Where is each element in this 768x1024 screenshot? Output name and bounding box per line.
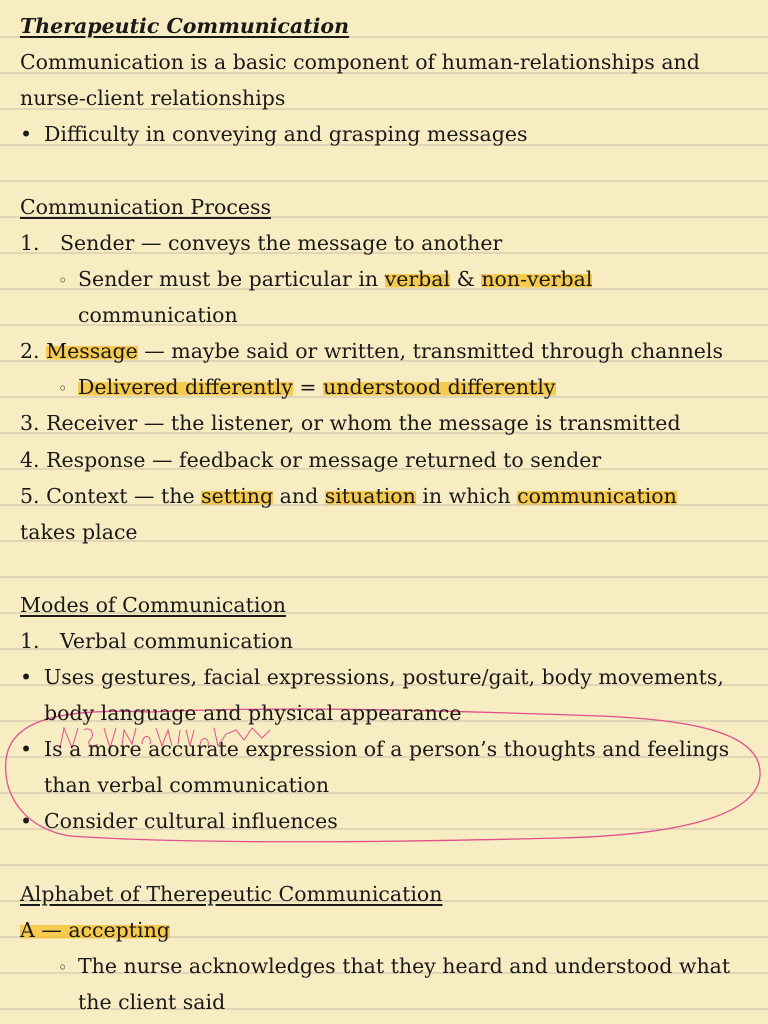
process-message-sub: ◦ Delivered differently = understood differently xyxy=(58,375,556,399)
process-context: 5. Context — the setting and situation in which communication xyxy=(20,484,677,508)
highlight-accepting: A — accepting xyxy=(20,918,170,942)
modes-heading: Modes of Communication xyxy=(20,593,286,617)
alphabet-a-sub: ◦ The nurse acknowledges that they heard and understood what xyxy=(58,954,731,978)
highlight-setting: setting xyxy=(201,484,274,508)
highlight-message: Message xyxy=(46,339,138,363)
modes-bullet-2-cont: than verbal communication xyxy=(44,773,330,797)
process-sender: 1. Sender — conveys the message to another xyxy=(20,231,503,255)
highlight-delivered: Delivered differently xyxy=(78,375,293,399)
intro-line-2: nurse-client relationships xyxy=(20,86,286,110)
process-sender-sub-cont: communication xyxy=(78,303,238,327)
modes-bullet-3: • Consider cultural influences xyxy=(20,809,338,833)
modes-item-1: 1. Verbal communication xyxy=(20,629,293,653)
highlight-situation: situation xyxy=(324,484,416,508)
process-heading: Communication Process xyxy=(20,195,272,219)
intro-bullet: • Difficulty in conveying and grasping messages xyxy=(0,116,768,152)
highlight-understood: understood differently xyxy=(323,375,556,399)
highlight-verbal: verbal xyxy=(384,267,451,291)
modes-bullet-1-cont: body language and physical appearance xyxy=(44,701,462,725)
process-sender-sub: ◦ Sender must be particular in verbal & non-verbal xyxy=(58,267,593,291)
alphabet-a xyxy=(0,912,768,948)
process-context-cont: takes place xyxy=(20,520,138,544)
modes-bullet-2: • Is a more accurate expression of a person’s thoughts and feelings xyxy=(20,737,730,761)
highlight-non-verbal: non-verbal xyxy=(481,267,593,291)
alphabet-a-sub-cont: the client said xyxy=(78,990,226,1014)
intro-line-1: Communication is a basic component of human-relationships and xyxy=(20,50,700,74)
process-response: 4. Response — feedback or message returned to sender xyxy=(20,448,602,472)
modes-bullet-1: • Uses gestures, facial expressions, posture/gait, body movements, xyxy=(20,665,724,689)
process-receiver: 3. Receiver — the listener, or whom the message is transmitted xyxy=(20,411,681,435)
page-title: Therapeutic Communication xyxy=(20,14,350,38)
alphabet-heading: Alphabet of Therepeutic Communication xyxy=(20,882,443,906)
highlight-communication: communication xyxy=(517,484,677,508)
process-message: 2. Message — maybe said or written, transmitted through channels xyxy=(20,339,723,363)
bullet-glyph: • xyxy=(20,122,33,146)
